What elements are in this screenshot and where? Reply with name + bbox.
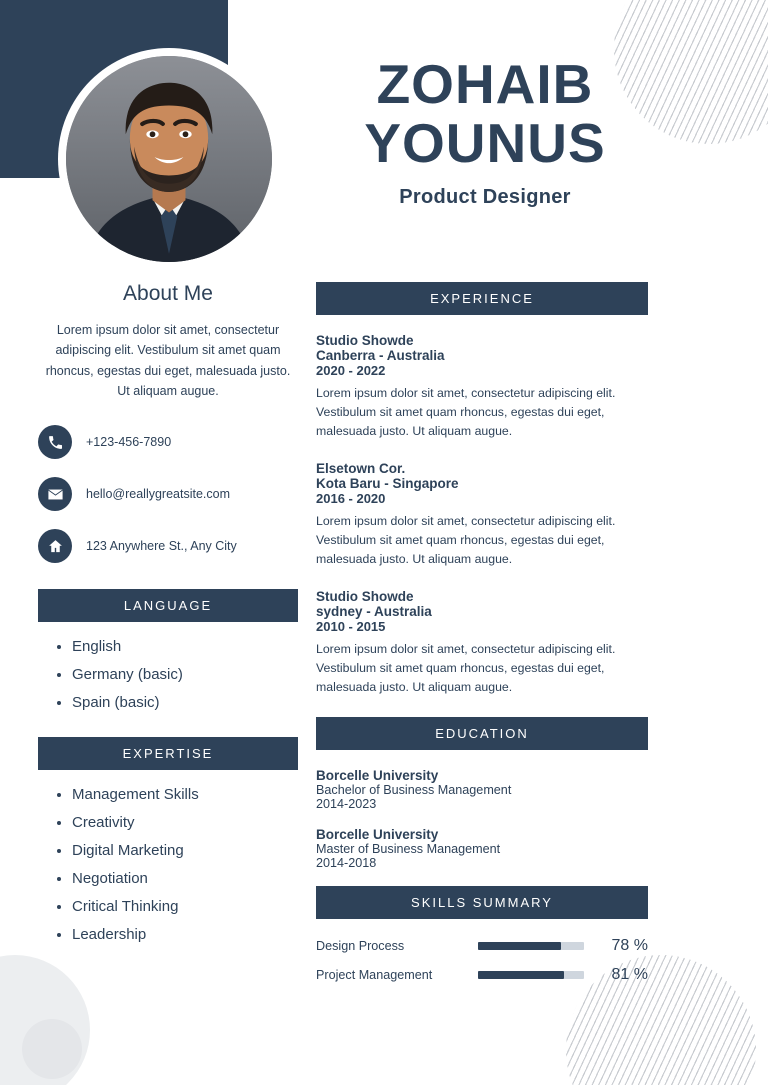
left-column [38, 282, 298, 954]
last-name: YOUNUS [364, 112, 606, 175]
first-name: ZOHAIB [376, 53, 594, 115]
experience-company: Studio Showde [316, 333, 414, 348]
skill-label: Design Process [316, 939, 405, 954]
experience-place: Canberra - Australia [316, 348, 445, 363]
email-text: hello@reallygreatsite.com [86, 487, 231, 501]
decorative-circle-bottom-left-small [22, 1019, 82, 1079]
experience-place: Kota Baru - Singapore [316, 476, 459, 492]
skill-progress-track [478, 971, 584, 979]
list-item: • Creativity [72, 814, 298, 831]
list-item: • Digital Marketing [72, 842, 298, 859]
list-item: • English [72, 638, 298, 655]
envelope-icon [38, 477, 72, 511]
skill-progress-track [478, 942, 584, 950]
page-title [250, 55, 720, 209]
portrait-photo [66, 56, 272, 262]
education-item [316, 827, 648, 870]
experience-description: Lorem ipsum dolor sit amet, consectetur adipiscing elit. Vestibulum sit amet quam rhoncus, egestas dui eget, malesuada justo. Ut aliquam augue. [316, 386, 616, 439]
contact-email-row [38, 477, 298, 511]
list-item: • Germany (basic) [72, 666, 298, 683]
experience-company: Studio Showde [316, 589, 414, 605]
education-school: Borcelle University [316, 768, 439, 784]
skill-progress-fill [478, 971, 564, 979]
list-item: • Leadership [72, 926, 298, 943]
avatar [58, 48, 280, 270]
experience-heading: EXPERIENCE [316, 282, 648, 315]
list-item: • Management Skills [72, 786, 298, 803]
skill-progress-fill [478, 942, 561, 950]
experience-description: Lorem ipsum dolor sit amet, consectetur adipiscing elit. Vestibulum sit amet quam rhoncus, egestas dui eget, malesuada justo. Ut aliquam augue. [316, 514, 616, 567]
skills-summary-heading: SKILLS SUMMARY [316, 886, 648, 919]
skill-percent: 81 % [611, 966, 648, 984]
about-text: Lorem ipsum dolor sit amet, consectetur adipiscing elit. Vestibulum sit amet quam rhoncus, egestas dui eget, malesuada justo. Ut aliquam augue. [45, 323, 291, 398]
education-degree: Bachelor of Business Management [316, 783, 512, 798]
expertise-list [38, 786, 298, 943]
education-item [316, 768, 648, 811]
experience-place: sydney - Australia [316, 604, 432, 620]
contact-address-row [38, 529, 298, 563]
skill-row [316, 966, 648, 984]
skill-label: Project Management [316, 968, 433, 983]
experience-item [316, 461, 648, 569]
experience-years: 2016 - 2020 [316, 491, 386, 507]
about-heading: About Me [123, 282, 213, 305]
experience-years: 2020 - 2022 [316, 363, 386, 378]
education-years: 2014-2018 [316, 856, 377, 871]
right-column [316, 282, 648, 995]
experience-item [316, 589, 648, 697]
job-title: Product Designer [399, 185, 571, 208]
list-item: • Critical Thinking [72, 898, 298, 915]
list-item: • Spain (basic) [72, 694, 298, 711]
contact-phone-row [38, 425, 298, 459]
expertise-heading: EXPERTISE [38, 737, 298, 770]
education-years: 2014-2023 [316, 797, 377, 812]
home-icon [38, 529, 72, 563]
education-heading: EDUCATION [316, 717, 648, 750]
contact-list [38, 425, 298, 563]
experience-years: 2010 - 2015 [316, 619, 386, 635]
language-list [38, 638, 298, 711]
language-heading: LANGUAGE [38, 589, 298, 622]
address-text: 123 Anywhere St., Any City [86, 539, 237, 553]
education-degree: Master of Business Management [316, 842, 501, 857]
list-item: • Negotiation [72, 870, 298, 887]
skill-percent: 78 % [611, 937, 648, 955]
skill-row [316, 937, 648, 955]
experience-description: Lorem ipsum dolor sit amet, consectetur adipiscing elit. Vestibulum sit amet quam rhoncus, egestas dui eget, malesuada justo. Ut aliquam augue. [316, 642, 616, 695]
experience-item [316, 333, 648, 441]
experience-company: Elsetown Cor. [316, 461, 406, 477]
education-school: Borcelle University [316, 827, 439, 843]
phone-text: +123-456-7890 [86, 435, 172, 449]
phone-icon [38, 425, 72, 459]
